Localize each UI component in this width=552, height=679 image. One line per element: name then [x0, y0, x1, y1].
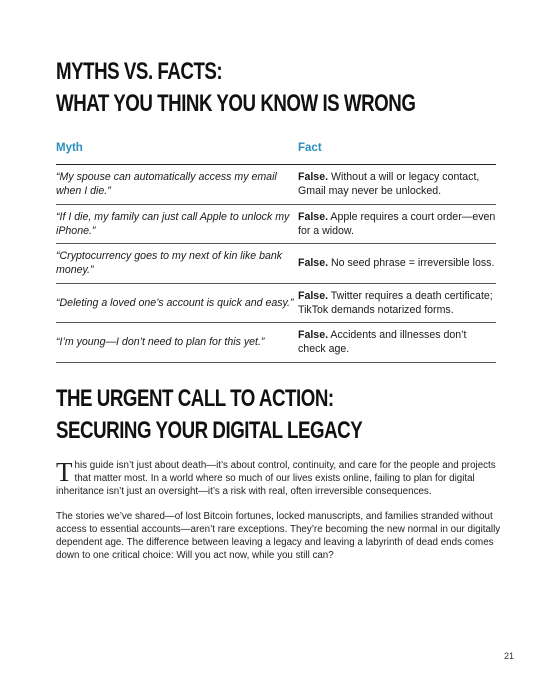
myth-cell: “Deleting a loved one’s account is quick and easy.”	[56, 296, 294, 309]
fact-cell	[298, 328, 496, 356]
fact-text: Apple requires a court order—even for a widow.	[298, 210, 496, 237]
fact-cell	[298, 289, 496, 317]
intro-paragraph	[56, 459, 508, 498]
fact-text: Without a will or legacy contact, Gmail may never be unlocked.	[298, 171, 480, 198]
fact-label: False.	[298, 171, 329, 184]
table-row	[56, 323, 496, 363]
fact-column-header: Fact	[298, 142, 322, 154]
fact-label: False.	[298, 210, 329, 223]
call-to-action-heading-line1: THE URGENT CALL TO ACTION:	[56, 385, 334, 412]
myths-facts-table	[56, 142, 496, 363]
myth-cell: “Cryptocurrency goes to my next of kin like bank money.”	[56, 250, 283, 277]
table-row	[56, 284, 496, 324]
call-to-action-heading-line2: SECURING YOUR DIGITAL LEGACY	[56, 417, 363, 444]
call-to-action-heading	[56, 383, 362, 447]
myth-column-header: Myth	[56, 142, 83, 154]
table-row	[56, 244, 496, 284]
stories-paragraph: The stories we’ve shared—of lost Bitcoin fortunes, locked manuscripts, and families stranded without access to essential accounts—aren’t rare exceptions. They’re becoming the new normal in our digitally dependent age. The difference between leaving a legacy and leaving a labyrinth of dead ends comes down to one critical choice: Will you act now, while you still can?	[56, 511, 501, 561]
fact-text: Twitter requires a death certificate; TikTok demands notarized forms.	[298, 289, 493, 316]
myths-facts-heading-line1: MYTHS VS. FACTS:	[56, 58, 223, 85]
myth-cell: “If I die, my family can just call Apple to unlock my iPhone.”	[56, 210, 290, 237]
table-header	[56, 142, 496, 165]
intro-paragraph-text: his guide isn’t just about death—it’s about control, continuity, and care for the people and projects that matter most. In a world where so much of our lives exists online, failing to plan for digital inheritance isn’t just an oversight—it’s a risk with real, often irreversible consequences.	[56, 460, 496, 497]
drop-cap: T	[56, 457, 73, 487]
table-row	[56, 205, 496, 245]
table-row	[56, 165, 496, 205]
fact-text: Accidents and illnesses don’t check age.	[298, 329, 467, 356]
fact-label: False.	[298, 257, 329, 270]
myths-facts-heading	[56, 56, 415, 120]
fact-label: False.	[298, 289, 329, 302]
fact-cell	[298, 210, 496, 238]
page-number: 21	[503, 651, 514, 661]
fact-cell	[298, 170, 496, 198]
myths-facts-heading-line2: WHAT YOU THINK YOU KNOW IS WRONG	[56, 90, 416, 117]
fact-cell	[298, 256, 496, 270]
myth-cell: “My spouse can automatically access my email when I die.”	[56, 171, 277, 198]
fact-text: No seed phrase = irreversible loss.	[328, 257, 495, 270]
fact-label: False.	[298, 329, 329, 342]
myth-cell: “I’m young—I don’t need to plan for this yet.”	[56, 336, 265, 349]
